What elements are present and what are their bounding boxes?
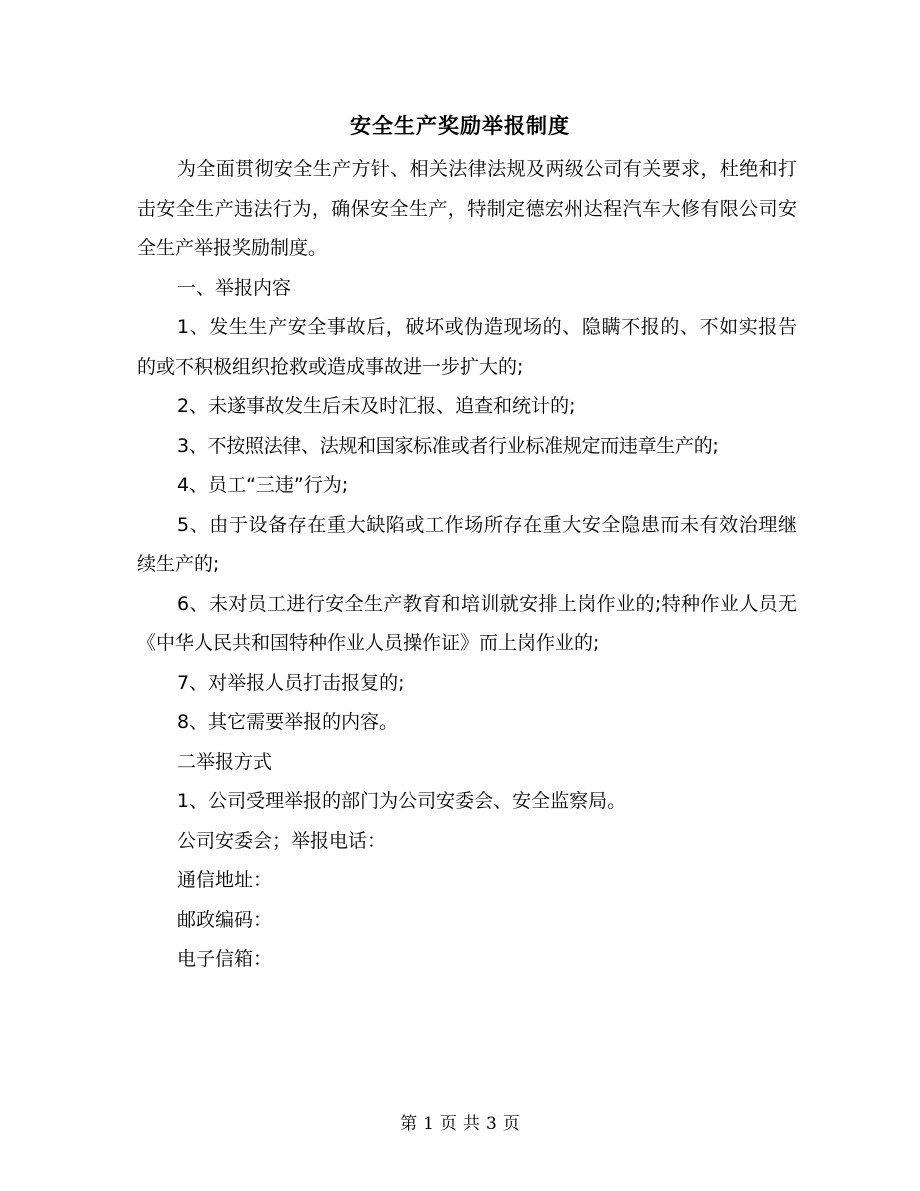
list-item-6: 6、未对员工进行安全生产教育和培训就安排上岗作业的;特种作业人员无《中华人民共和国特种作业人员操作证》而上岗作业的;: [137, 592, 797, 654]
document-body: [137, 150, 797, 980]
page-label-suffix: 页: [502, 1114, 520, 1134]
list-item-5: 5、由于设备存在重大缺陷或工作场所存在重大安全隐患而未有效治理继续生产的;: [137, 513, 797, 575]
list-item-2: 2、未遂事故发生后未及时汇报、追查和统计的;: [177, 395, 576, 417]
list-item-3: 3、不按照法律、法规和国家标准或者行业标准规定而违章生产的;: [177, 434, 719, 457]
page-label-mid-1: 页: [440, 1114, 457, 1134]
list-item-1: 1、发生生产安全事故后，破坏或伪造现场的、隐瞒不报的、不如实报告的或不积极组织抢救或造成事故进一步扩大的;: [137, 316, 797, 378]
contact-email: 电子信箱：: [177, 948, 273, 970]
list-item-4: 4、员工“三违”行为;: [177, 474, 349, 496]
method-item-1: 1、公司受理举报的部门为公司安委会、安全监察局。: [177, 790, 627, 812]
contact-postcode: 邮政编码：: [177, 908, 273, 931]
section-heading-report-content: 一、举报内容: [177, 276, 292, 299]
page-label-mid-2: 共: [463, 1114, 480, 1134]
page-footer: [0, 1110, 920, 1138]
contact-phone: 公司安委会；举报电话：: [177, 829, 387, 852]
paragraph-intro: 为全面贯彻安全生产方针、相关法律法规及两级公司有关要求，杜绝和打击安全生产违法行为，确保安全生产，特制定德宏州达程汽车大修有限公司安全生产举报奖励制度。: [137, 158, 797, 259]
page-label-prefix: 第: [400, 1114, 418, 1134]
list-item-7: 7、对举报人员打击报复的;: [177, 671, 405, 694]
section-heading-report-method: 二举报方式: [177, 750, 273, 773]
current-page-number: 1: [423, 1114, 434, 1134]
document-title: 安全生产奖励举报制度: [350, 114, 570, 138]
contact-address: 通信地址：: [177, 869, 273, 891]
total-page-number: 3: [486, 1114, 497, 1134]
list-item-8: 8、其它需要举报的内容。: [177, 711, 399, 733]
